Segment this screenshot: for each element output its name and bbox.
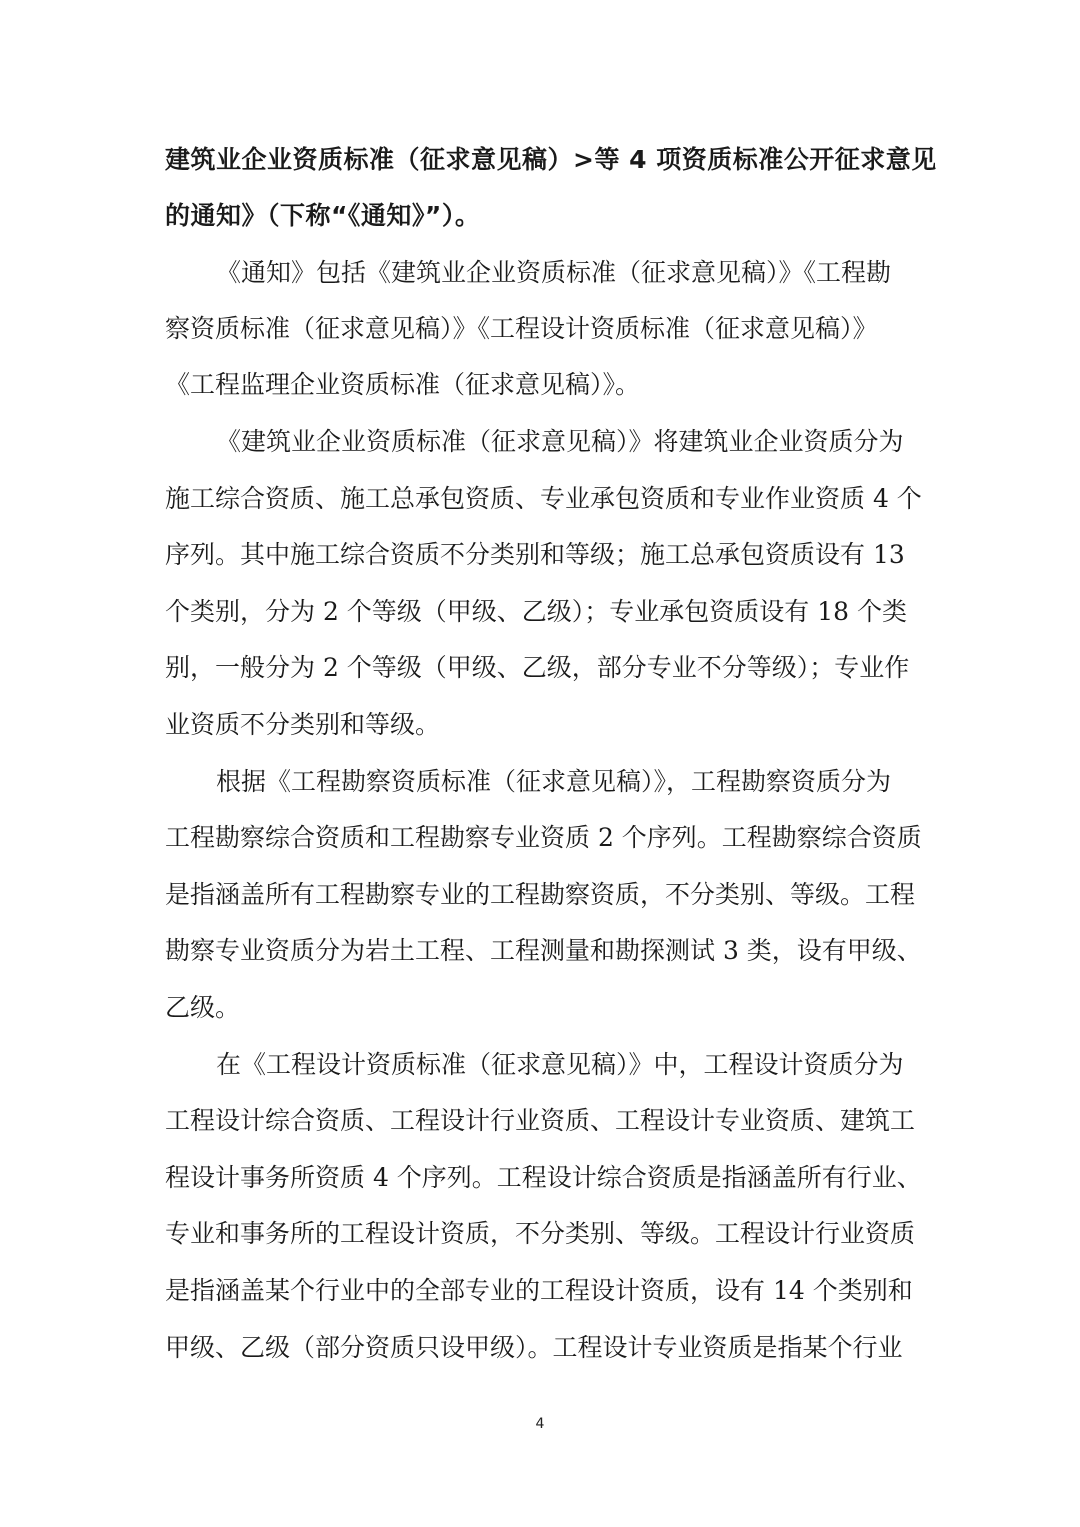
paragraph-2-line-4: 个类别，分为 2 个等级（甲级、乙级）；专业承包资质设有 18 个类 bbox=[165, 597, 908, 626]
paragraph-2-line-3: 序列。其中施工综合资质不分类别和等级；施工总承包资质设有 13 bbox=[165, 540, 905, 569]
paragraph-1-line-2: 察资质标准（征求意见稿）》《工程设计资质标准（征求意见稿）》 bbox=[165, 314, 878, 343]
paragraph-4-line-1: 在《工程设计资质标准（征求意见稿）》中，工程设计资质分为 bbox=[216, 1050, 904, 1079]
paragraph-2-line-1: 《建筑业企业资质标准（征求意见稿）》将建筑业企业资质分为 bbox=[216, 427, 904, 456]
paragraph-4-line-4: 专业和事务所的工程设计资质，不分类别、等级。工程设计行业资质 bbox=[165, 1219, 916, 1248]
heading-line-1: 建筑业企业资质标准（征求意见稿）>等 4 项资质标准公开征求意见 bbox=[165, 145, 937, 174]
paragraph-1-line-1: 《通知》包括《建筑业企业资质标准（征求意见稿）》《工程勘 bbox=[216, 258, 892, 287]
paragraph-4-line-2: 工程设计综合资质、工程设计行业资质、工程设计专业资质、建筑工 bbox=[165, 1106, 916, 1135]
paragraph-2-line-2: 施工综合资质、施工总承包资质、专业承包资质和专业作业资质 4 个 bbox=[165, 484, 922, 513]
paragraph-3-line-4: 勘察专业资质分为岩土工程、工程测量和勘探测试 3 类，设有甲级、 bbox=[165, 936, 922, 965]
paragraph-4-line-5: 是指涵盖某个行业中的全部专业的工程设计资质，设有 14 个类别和 bbox=[165, 1276, 913, 1305]
paragraph-4-line-6: 甲级、乙级（部分资质只设甲级）。工程设计专业资质是指某个行业 bbox=[165, 1333, 903, 1362]
paragraph-1-line-3: 《工程监理企业资质标准（征求意见稿）》。 bbox=[165, 370, 641, 399]
paragraph-3-line-3: 是指涵盖所有工程勘察专业的工程勘察资质，不分类别、等级。工程 bbox=[165, 880, 916, 909]
paragraph-3-line-2: 工程勘察综合资质和工程勘察专业资质 2 个序列。工程勘察综合资质 bbox=[165, 823, 922, 852]
page-number: 4 bbox=[535, 1416, 545, 1432]
heading-line-2: 的通知》（下称“《通知》”）。 bbox=[165, 201, 481, 230]
paragraph-4-line-3: 程设计事务所资质 4 个序列。工程设计综合资质是指涵盖所有行业、 bbox=[165, 1163, 922, 1192]
paragraph-2-line-6: 业资质不分类别和等级。 bbox=[165, 710, 441, 739]
paragraph-3-line-5: 乙级。 bbox=[165, 993, 241, 1022]
paragraph-3-line-1: 根据《工程勘察资质标准（征求意见稿）》，工程勘察资质分为 bbox=[216, 767, 892, 796]
paragraph-2-line-5: 别，一般分为 2 个等级（甲级、乙级，部分专业不分等级）；专业作 bbox=[165, 653, 910, 682]
